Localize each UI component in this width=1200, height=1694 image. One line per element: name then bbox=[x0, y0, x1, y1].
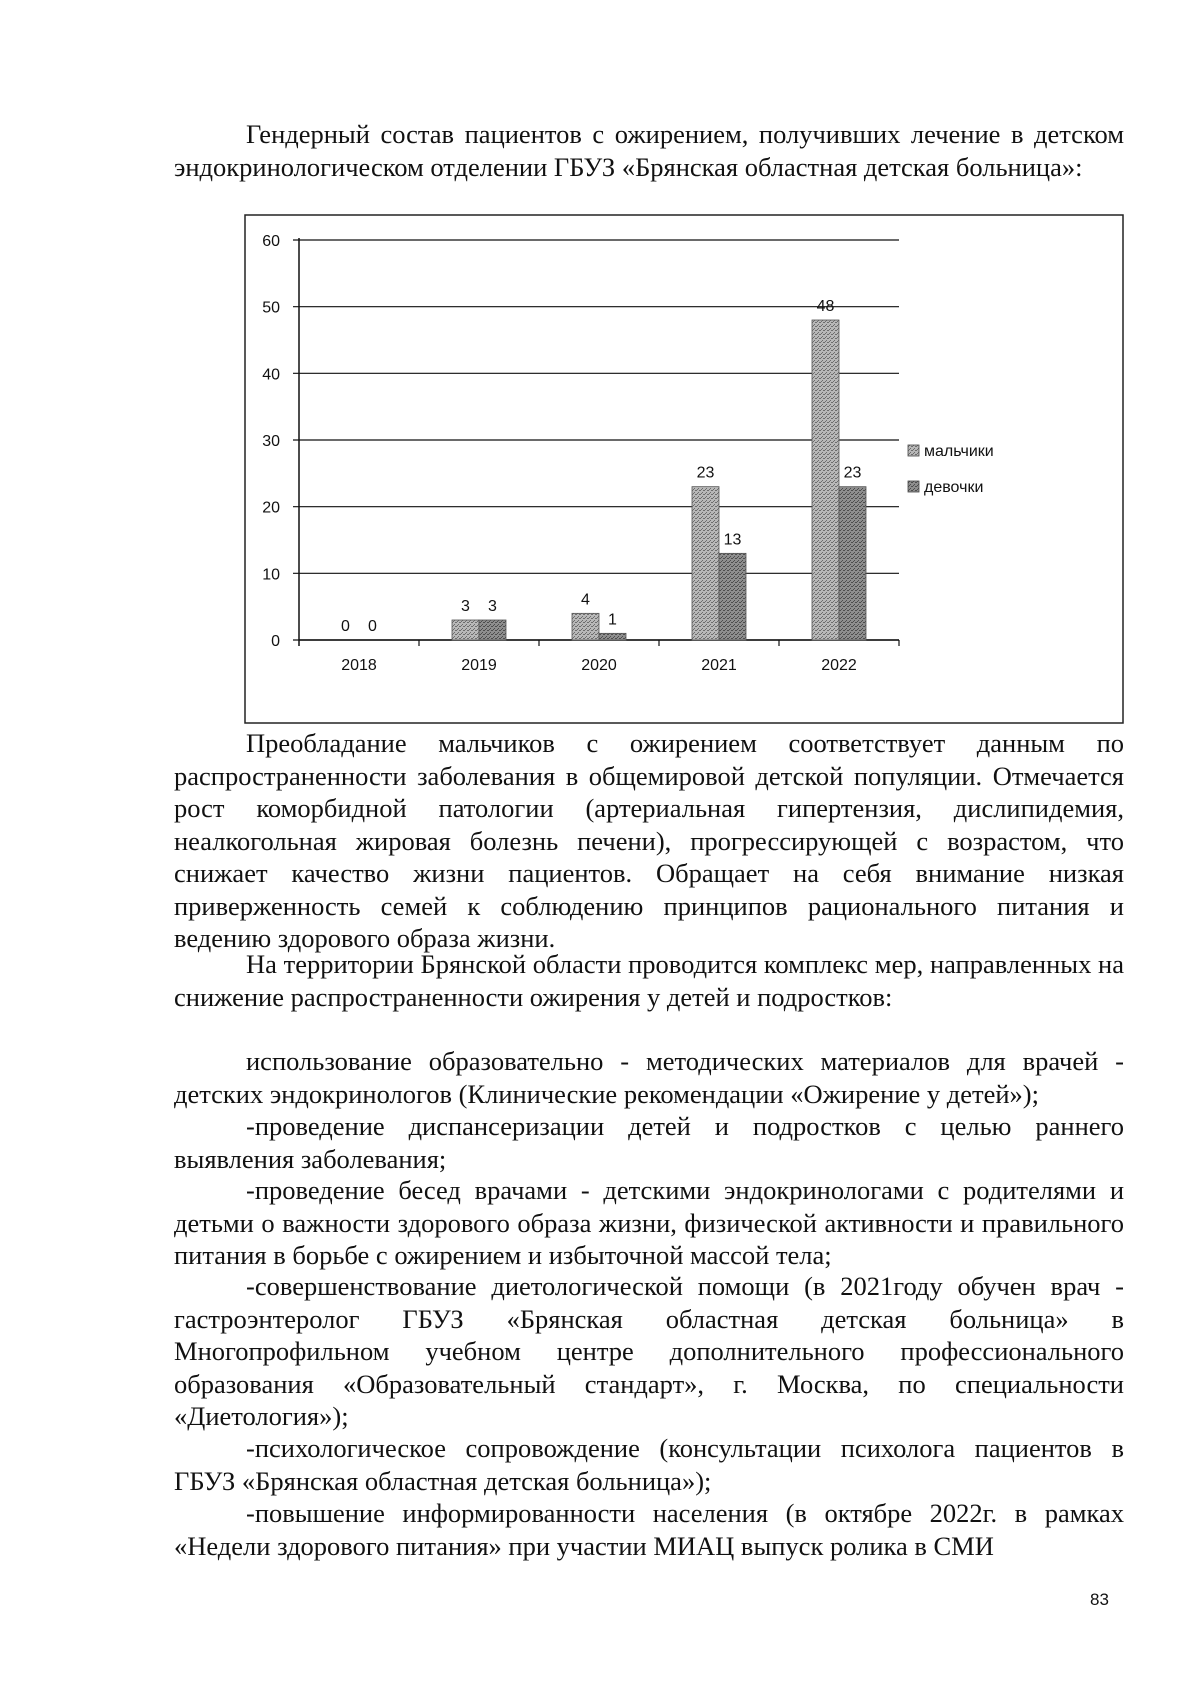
legend-label: мальчики bbox=[924, 443, 994, 460]
data-label: 3 bbox=[488, 598, 497, 615]
y-tick-label: 40 bbox=[262, 366, 280, 384]
page-number: 83 bbox=[1090, 1590, 1109, 1609]
data-label: 23 bbox=[696, 464, 715, 482]
chart-svg bbox=[244, 214, 1124, 724]
bar bbox=[479, 620, 506, 640]
paragraph-measure-talks: -проведение бесед врачами - детскими эндокринологами с родителями и детьми о важности здорового образа жизни, физической активности и правильного питания в борьбе с ожирением и избыточной массой тела; bbox=[174, 1175, 1124, 1270]
y-tick-label: 60 bbox=[262, 233, 280, 250]
x-tick-label: 2021 bbox=[701, 657, 737, 674]
y-tick-label: 50 bbox=[262, 299, 280, 317]
bar bbox=[599, 633, 626, 640]
y-tick-label: 10 bbox=[262, 566, 280, 584]
legend-label: девочки bbox=[924, 479, 984, 496]
legend-swatch bbox=[908, 445, 919, 456]
bar bbox=[812, 320, 839, 640]
data-label: 0 bbox=[368, 618, 377, 635]
bar bbox=[719, 553, 746, 640]
data-label: 4 bbox=[581, 591, 590, 609]
bar bbox=[839, 487, 866, 640]
x-tick-label: 2022 bbox=[821, 657, 857, 674]
bar bbox=[452, 620, 479, 640]
paragraph-measure-screening: -проведение диспансеризации детей и подростков с целью раннего выявления заболевания; bbox=[174, 1111, 1124, 1174]
paragraph-measures-intro: На территории Брянской области проводится комплекс мер, направленных на снижение распространенности ожирения у детей и подростков: bbox=[174, 949, 1124, 1012]
y-tick-label: 0 bbox=[271, 633, 280, 650]
paragraph-prevalence: Преобладание мальчиков с ожирением соответствует данным по распространенности заболевания в общемировой детской популяции. Отмечается рост коморбидной патологии (артериальная гипертензия, дислипидемия, неалкогольная жировая болезнь печени), прогрессирующей с возрастом, что снижает качество жизни пациентов. Обращает на себя внимание низкая приверженность семей к соблюдению принципов рационального питания и ведению здорового образа жизни. bbox=[174, 728, 1124, 953]
x-tick-label: 2019 bbox=[461, 657, 497, 674]
data-label: 0 bbox=[341, 618, 350, 635]
paragraph-measure-psychology: -психологическое сопровождение (консультации психолога пациентов в ГБУЗ «Брянская областная детская больница»); bbox=[174, 1433, 1124, 1496]
intro-paragraph: Гендерный состав пациентов с ожирением, получивших лечение в детском эндокринологическом отделении ГБУЗ «Брянская областная детская больница»: bbox=[174, 119, 1124, 182]
data-label: 23 bbox=[843, 464, 862, 482]
y-tick-label: 20 bbox=[262, 499, 280, 517]
x-tick-label: 2018 bbox=[341, 657, 377, 674]
data-label: 1 bbox=[608, 611, 617, 629]
legend-swatch bbox=[908, 481, 919, 492]
data-label: 13 bbox=[723, 531, 742, 549]
paragraph-measure-materials: использование образовательно - методических материалов для врачей - детских эндокринологов (Клинические рекомендации «Ожирение у детей»); bbox=[174, 1046, 1124, 1109]
chart-frame bbox=[245, 215, 1123, 723]
bar bbox=[692, 487, 719, 640]
gender-bar-chart bbox=[244, 214, 1124, 724]
bar bbox=[572, 613, 599, 640]
paragraph-measure-dietology: -совершенствование диетологической помощи (в 2021году обучен врач - гастроэнтеролог ГБУЗ «Брянская областная детская больница» в Многопрофильном учебном центре дополнительного профессионального образования «Образовательный стандарт», г. Москва, по специальности «Диетология»); bbox=[174, 1271, 1124, 1431]
data-label: 48 bbox=[816, 298, 835, 315]
paragraph-measure-awareness: -повышение информированности населения (в октябре 2022г. в рамках «Недели здорового питания» при участии МИАЦ выпуск ролика в СМИ bbox=[174, 1498, 1124, 1561]
y-tick-label: 30 bbox=[262, 433, 280, 450]
x-tick-label: 2020 bbox=[581, 657, 617, 674]
data-label: 3 bbox=[461, 598, 470, 615]
